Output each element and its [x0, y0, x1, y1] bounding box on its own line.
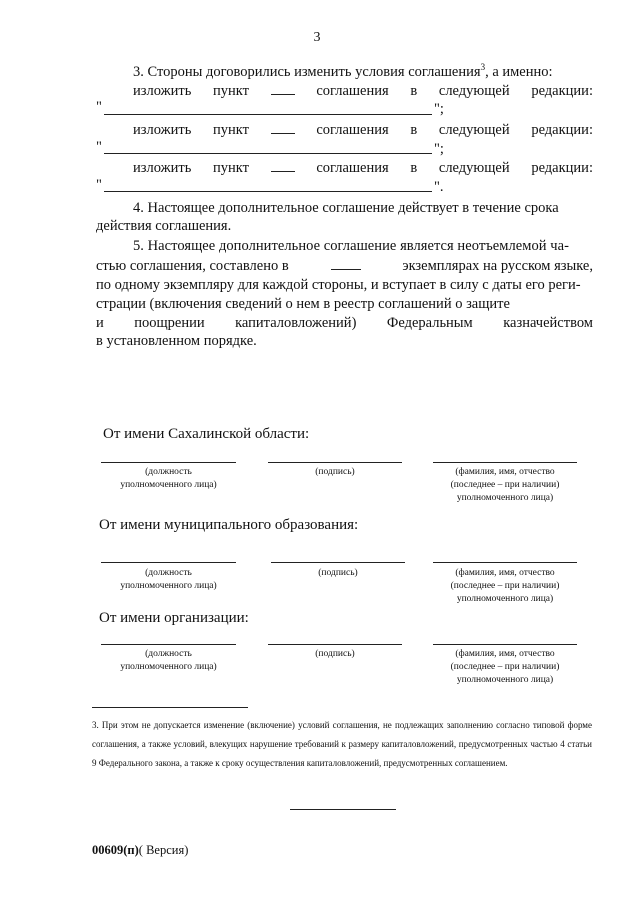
signature-line: [268, 462, 402, 463]
name-line: [433, 462, 577, 463]
name-line: [433, 644, 577, 645]
clause-4-line2: действия соглашения.: [96, 218, 232, 234]
page-number: 3: [313, 30, 321, 45]
clause-5-line4: страции (включения сведений о нем в реестр соглашений о защите: [96, 296, 510, 312]
position-caption: (должность уполномоченного лица): [120, 649, 217, 672]
name-line: [433, 562, 577, 563]
text-blank-line: [104, 153, 432, 154]
clause-5-line2: стью соглашения, составлено в экземплярах на русском языке,: [96, 258, 593, 274]
signature-heading-municipality: От имени муниципального образования:: [99, 517, 359, 533]
footnote-text: 3. При этом не допускается изменение (включение) условий соглашения, не подлежащих заполнению согласно типовой форме соглашения, а также условий, влекущих нарушение требований к размеру капиталовложений, предусмотренных частью 4 статьи 9 Федерального закона, а также к сроку осуществления капиталовложений, предусмотренных соглашением.: [92, 720, 592, 768]
open-quote: ": [96, 177, 102, 193]
point-number-blank: [271, 159, 295, 172]
position-caption: (должность уполномоченного лица): [120, 467, 217, 490]
position-line: [101, 562, 236, 563]
copies-count-blank: [331, 257, 361, 270]
clause-3-intro: 3. Стороны договорились изменить условия соглашения$^3$, а именно:: [133, 62, 553, 80]
signature-caption: (подпись): [318, 568, 358, 578]
document-code: 00609(п)( Версия): [92, 843, 189, 857]
text-blank-line: [104, 191, 432, 192]
clause-5-line1: 5. Настоящее дополнительное соглашение является неотъемлемой ча-: [133, 238, 569, 254]
clause-3-row: изложить пункт соглашения в следующей редакции:: [133, 122, 593, 138]
clause-4-line1: 4. Настоящее дополнительное соглашение действует в течение срока: [133, 200, 559, 216]
position-line: [101, 462, 236, 463]
position-line: [101, 644, 236, 645]
signature-line: [268, 644, 402, 645]
clause-3-row: изложить пункт соглашения в следующей редакции:: [133, 83, 593, 99]
name-caption: (фамилия, имя, отчество (последнее – при наличии) уполномоченного лица): [450, 568, 560, 604]
signature-caption: (подпись): [315, 467, 355, 477]
close-quote: ".: [434, 179, 444, 195]
name-caption: (фамилия, имя, отчество (последнее – при наличии) уполномоченного лица): [450, 467, 560, 503]
footnote-separator: [92, 707, 248, 708]
clause-3-row: изложить пункт соглашения в следующей редакции:: [133, 160, 593, 176]
close-quote: ";: [434, 141, 444, 157]
position-caption: (должность уполномоченного лица): [120, 568, 217, 591]
signature-caption: (подпись): [315, 649, 355, 659]
footnote-ref: 3: [480, 62, 486, 73]
open-quote: ": [96, 139, 102, 155]
clause-5-line6: в установленном порядке.: [96, 333, 257, 349]
signature-heading-region: От имени Сахалинской области:: [103, 426, 310, 442]
close-quote: ";: [434, 101, 444, 117]
point-number-blank: [271, 121, 295, 134]
name-caption: (фамилия, имя, отчество (последнее – при наличии) уполномоченного лица): [450, 649, 560, 685]
end-mark-line: [290, 809, 396, 810]
signature-line: [271, 562, 405, 563]
point-number-blank: [271, 82, 295, 95]
clause-5-line3: по одному экземпляру для каждой стороны, и вступает в силу с даты его реги-: [96, 277, 581, 293]
signature-heading-organization: От имени организации:: [99, 610, 249, 626]
clause-5-line5: и поощрении капиталовложений) Федеральным казначейством: [96, 315, 593, 331]
text-blank-line: [104, 114, 432, 115]
open-quote: ": [96, 99, 102, 115]
